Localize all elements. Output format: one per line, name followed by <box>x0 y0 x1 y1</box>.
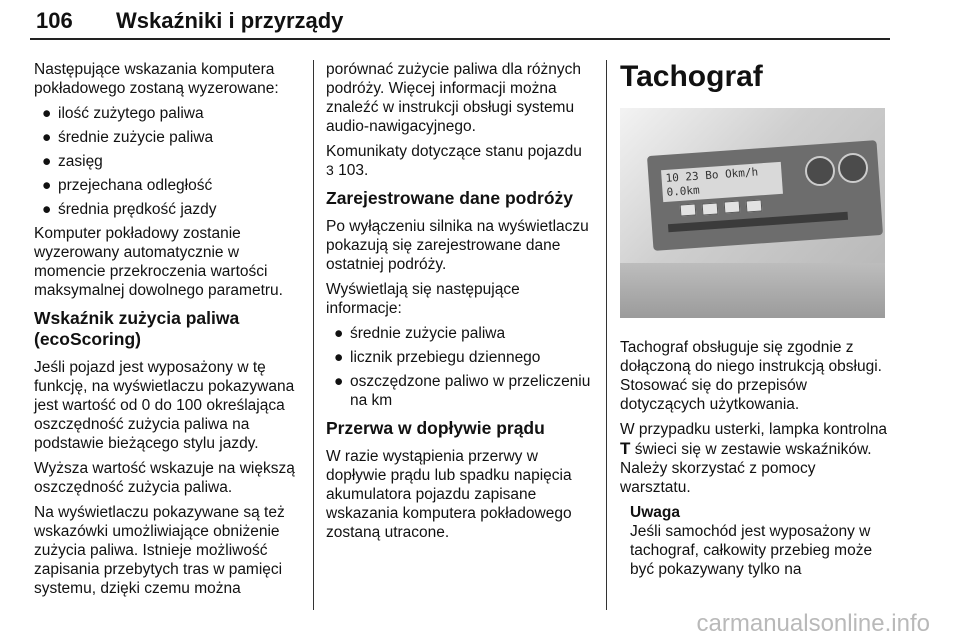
header-divider <box>30 38 890 40</box>
paragraph: W razie wystąpienia przerwy w dopływie prądu lub spadku napięcia akumulatora pojazdu zapisane wskazania komputera pokładowego zostaną utracone. <box>326 448 572 541</box>
paragraph: Jeśli pojazd jest wyposażony w tę funkcję, na wyświetlaczu pokazywana jest wartość od 0 do 100 określająca oszczędność zużycia paliwa na podstawie bieżącego stylu jazdy. <box>34 359 295 452</box>
page-number: 106 <box>36 8 73 33</box>
trip-data-list <box>326 324 596 410</box>
paragraph: Wyświetlają się następujące informacje: <box>326 281 520 317</box>
bullet-icon: ● <box>42 105 52 122</box>
bullet-icon: ● <box>334 373 344 390</box>
column-right <box>620 60 890 579</box>
list-item: ● oszczędzone paliwo w przeliczeniu na km <box>334 373 591 409</box>
page-reference-arrow-icon: 3 <box>326 162 334 178</box>
note-title: Uwaga <box>630 504 680 521</box>
section-title: Wskaźniki i przyrządy <box>116 8 344 33</box>
tachograph-button <box>746 199 763 212</box>
subheading: Przerwa w dopływie prądu <box>326 418 545 438</box>
chapter-title: Tachograf <box>620 60 763 93</box>
subheading: Zarejestrowane dane podróży <box>326 188 574 208</box>
paragraph: Komputer pokładowy zostanie wyzerowany automatycznie w momencie przekroczenia wartości maksymalnej dowolnego parametru. <box>34 225 283 299</box>
reset-list <box>34 104 300 219</box>
tachograph-display: 10 23 Bo Okm/h 0.0km <box>661 162 783 202</box>
tachograph-button <box>680 203 697 216</box>
bullet-icon: ● <box>42 201 52 218</box>
paragraph: Następujące wskazania komputera pokładowego zostaną wyzerowane: <box>34 61 279 97</box>
list-item: ● ilość zużytego paliwa <box>42 105 204 122</box>
paragraph: Tachograf obsługuje się zgodnie z dołączoną do niego instrukcją obsługi. Stosować się do przepisów dotyczących użytkowania. <box>620 339 882 413</box>
tachograph-knob <box>805 156 835 186</box>
tachograph-button <box>702 202 719 215</box>
subheading: Wskaźnik zużycia paliwa (ecoScoring) <box>34 308 240 349</box>
warning-lamp-t-icon: T <box>620 439 631 458</box>
note-text: Jeśli samochód jest wyposażony w tachograf, całkowity przebieg może być pokazywany tylko na <box>630 523 873 578</box>
watermark: carmanualsonline.info <box>696 610 930 637</box>
list-item: ● licznik przebiegu dziennego <box>334 349 541 366</box>
paragraph: Komunikaty dotyczące stanu pojazdu 3 103. <box>326 143 582 179</box>
list-item: ● średnie zużycie paliwa <box>334 325 506 342</box>
bullet-icon: ● <box>42 129 52 146</box>
note-box <box>620 503 890 579</box>
list-item: ● średnie zużycie paliwa <box>42 129 214 146</box>
page-reference-link[interactable]: 103. <box>338 162 369 179</box>
bullet-icon: ● <box>334 325 344 342</box>
paragraph: Po wyłączeniu silnika na wyświetlaczu pokazują się zarejestrowane dane ostatniej podróży. <box>326 218 589 273</box>
bullet-icon: ● <box>42 153 52 170</box>
list-item: ● przejechana odległość <box>42 177 213 194</box>
column-left <box>34 60 300 604</box>
column-middle <box>326 60 596 548</box>
paragraph: W przypadku usterki, lampka kontrolna T świeci się w zestawie wskaźników. Należy skorzystać z pomocy warsztatu. <box>620 421 888 496</box>
tachograph-button <box>724 200 741 213</box>
column-divider <box>606 60 607 610</box>
tachograph-photo <box>620 108 885 318</box>
paragraph: Wyższa wartość wskazuje na większą oszczędność zużycia paliwa. <box>34 460 295 496</box>
list-item: ● zasięg <box>42 153 103 170</box>
tachograph-knob <box>838 153 868 183</box>
bullet-icon: ● <box>42 177 52 194</box>
dashboard-surface <box>620 263 885 318</box>
bullet-icon: ● <box>334 349 344 366</box>
paragraph: porównać zużycie paliwa dla różnych podróży. Więcej informacji można znaleźć w instrukcji obsługi systemu audio-nawigacyjnego. <box>326 61 582 135</box>
paragraph: Na wyświetlaczu pokazywane są też wskazówki umożliwiające obniżenie zużycia paliwa. Istnieje możliwość zapisania przebytych tras w pamięci systemu, dzięki czemu można <box>34 504 285 597</box>
list-item: ● średnia prędkość jazdy <box>42 201 217 218</box>
page-header <box>30 6 890 36</box>
column-divider <box>313 60 314 610</box>
